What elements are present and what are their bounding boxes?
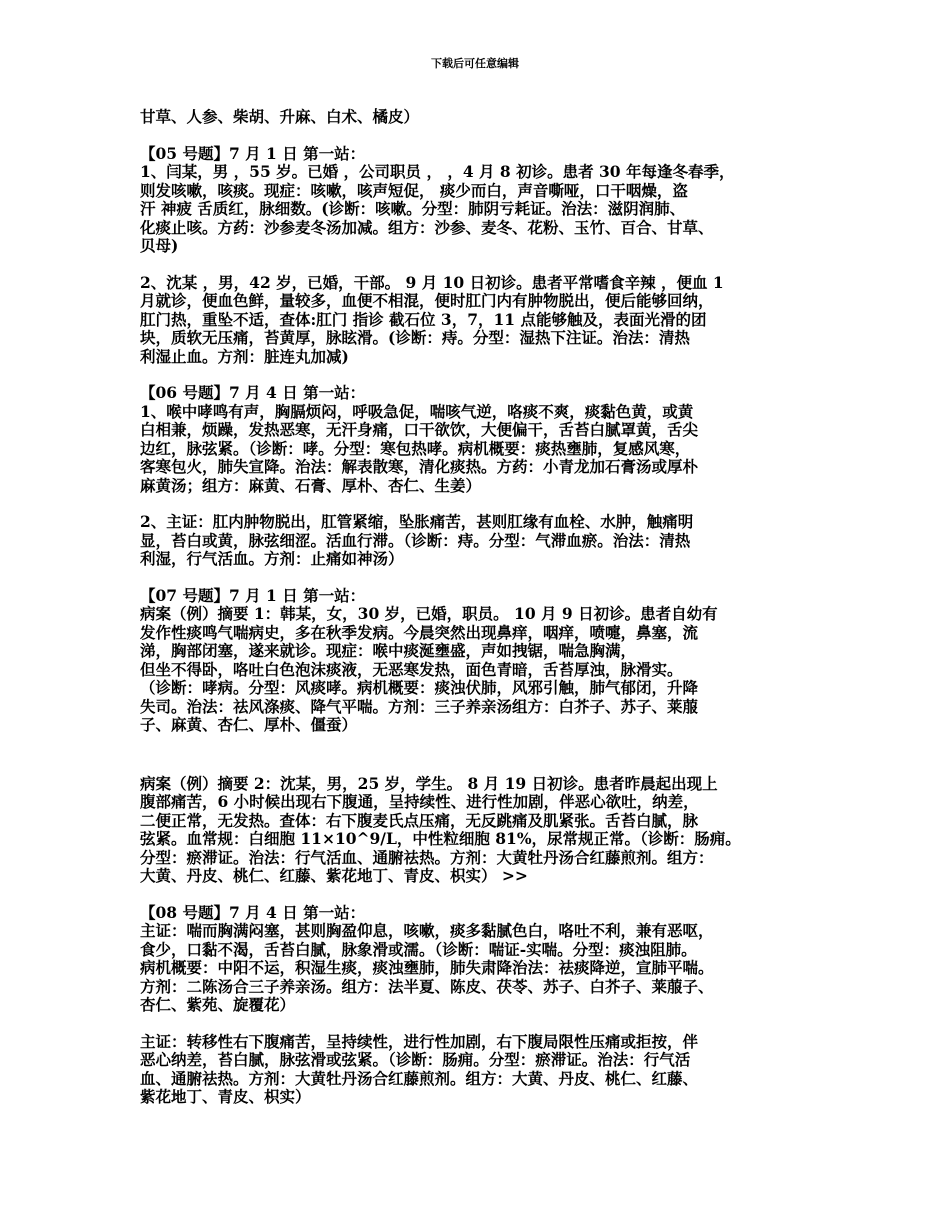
text-line: 客寒包火，肺失宣降。治法：解表散寒，清化痰热。方药：小青龙加石膏汤或厚朴	[140, 457, 699, 476]
text-line: 2、主证：肛内肿物脱出，肛管紧缩，坠胀痛苦，甚则肛缘有血栓、水肿，触痛明	[140, 512, 694, 531]
text-line: 月就诊，便血色鲜，量较多，血便不相混，便时肛门内有肿物脱出，便后能够回纳，	[140, 291, 714, 310]
text-line: 失司。治法：祛风涤痰、降气平喘。方剂：三子养亲汤组方：白芥子、苏子、莱菔	[140, 696, 699, 716]
text-line: 贝母)	[140, 236, 179, 255]
text-line: 病案（例）摘要 2：沈某，男，25 岁，学生。 8 月 19 日初诊。患者昨晨起出现上	[140, 773, 718, 793]
text-line: 1、喉中哮鸣有声，胸膈烦闷，呼吸急促，喘咳气逆，咯痰不爽，痰黏色黄，或黄	[140, 401, 694, 421]
text-line: 二便正常，无发热。查体：右下腹麦氏点压痛，无反跳痛及肌紧张。舌苔白腻，脉	[140, 810, 699, 830]
text-line: 甘草、人参、柴胡、升麻、白术、橘皮）	[140, 107, 420, 126]
text-line: 主证：转移性右下腹痛苦，呈持续性，进行性加剧，右下腹局限性压痛或拒按，伴	[140, 1031, 699, 1051]
document-body	[140, 108, 820, 1125]
paragraph-herbs-continued	[140, 108, 820, 127]
section-heading: 【06 号题】7 月 4 日 第一站：	[140, 383, 366, 402]
text-line: 利湿止血。方剂：脏连丸加减)	[140, 346, 349, 366]
text-line: 麻黄汤；组方：麻黄、石膏、厚朴、杏仁、生姜）	[140, 475, 482, 495]
text-line: 边红，脉弦紧。（诊断：哮。分型：寒包热哮。病机概要：痰热壅肺，复感风寒，	[140, 438, 691, 458]
paragraph-q06-case2	[140, 513, 820, 569]
text-line: 汗 神疲 舌质红，脉细数。(诊断：咳嗽。分型：肺阴亏耗证。治法：滋阴润肺、	[140, 199, 686, 218]
text-line: 杏仁、紫苑、旋覆花）	[140, 995, 296, 1014]
paragraph-q08-case1	[140, 904, 820, 1015]
text-line: 利湿，行气活血。方剂：止痛如神汤）	[140, 549, 404, 568]
text-line: 血、通腑祛热。方剂：大黄牡丹汤合红藤煎剂。组方：大黄、丹皮、桃仁、红藤、	[140, 1068, 699, 1088]
text-line: 显，苔白或黄，脉弦细涩。活血行滞。（诊断：痔。分型：气滞血瘀。治法：清热	[140, 530, 691, 550]
text-line: 1、闫某，男 ，55 岁。已婚 ，公司职员 ， ，4 月 8 初诊。患者 30 年每逢冬春季，	[140, 162, 735, 181]
text-line: 块，质软无压痛，苔黄厚，脉眩滑。(诊断：痔。分型：湿热下注证。治法：清热	[140, 328, 690, 347]
text-line: 子、麻黄、杏仁、厚朴、僵蚕）	[140, 715, 358, 734]
text-line: 主证：喘而胸满闷塞，甚则胸盈仰息，咳嗽，痰多黏腻色白，咯吐不利，兼有恶呕，	[140, 921, 714, 940]
text-line: 大黄、丹皮、桃仁、红藤、紫花地丁、青皮、枳实） >>	[140, 866, 528, 885]
paragraph-q06-case1	[140, 384, 820, 495]
section-heading: 【05 号题】7 月 1 日 第一站：	[140, 143, 366, 163]
paragraph-q05-case1	[140, 145, 820, 256]
page-header-note: 下载后可任意编辑	[431, 57, 519, 70]
section-heading: 【07 号题】7 月 1 日 第一站：	[140, 585, 366, 605]
paragraph-q05-case2	[140, 274, 820, 367]
text-line: 白相兼，烦躁，发热恶寒，无汗身痛，口干欲饮，大便偏干，舌苔白腻罩黄，舌尖	[140, 420, 699, 439]
paragraph-q07-case1	[140, 587, 820, 735]
text-line: 食少，口黏不渴，舌苔白腻，脉象滑或濡。（诊断：喘证-实喘。分型：痰浊阻肺。	[140, 939, 697, 959]
section-heading: 【08 号题】7 月 4 日 第一站：	[140, 902, 366, 922]
text-line: 发作性痰鸣气喘病史，多在秋季发病。今晨突然出现鼻痒，咽痒，喷嚏，鼻塞，流	[140, 622, 699, 642]
text-line: 则发咳嗽，咳痰。现症：咳嗽，咳声短促， 痰少而白，声音嘶哑，口干咽燥，盗	[140, 180, 688, 200]
text-line: 病案（例）摘要 1：韩某，女，30 岁，已婚，职员。 10 月 9 日初诊。患者自幼有	[140, 604, 718, 623]
paragraph-q08-case2	[140, 1033, 820, 1107]
text-line: 化痰止咳。方药：沙参麦冬汤加减。组方：沙参、麦冬、花粉、玉竹、百合、甘草、	[140, 217, 714, 237]
text-line: 紫花地丁、青皮、枳实）	[140, 1087, 311, 1106]
text-line: 弦紧。血常规：白细胞 11×10^9/L，中性粒细胞 81%，尿常规正常。（诊断：肠痈。	[140, 829, 741, 848]
text-line: 方剂：二陈汤合三子养亲汤。组方：法半夏、陈皮、茯苓、苏子、白芥子、莱菔子、	[140, 976, 714, 996]
text-line: 涕，胸部闭塞，遂来就诊。现症：喉中痰涎壅盛，声如拽锯，喘急胸满，	[140, 641, 637, 660]
text-line: 恶心纳差，苔白腻，脉弦滑或弦紧。（诊断：肠痈。分型：瘀滞证。治法：行气活	[140, 1050, 691, 1069]
text-line: 分型：瘀滞证。治法：行气活血、通腑祛热。方剂：大黄牡丹汤合红藤煎剂。组方：	[140, 847, 714, 867]
text-line: 腹部痛苦，6 小时候出现右下腹通，呈持续性、进行性加剧，伴恶心欲吐，纳差，	[140, 792, 699, 811]
text-line: （诊断：哮病。分型：风痰哮。病机概要：痰浊伏肺，风邪引触，肺气郁闭，升降	[140, 678, 699, 697]
text-line: 但坐不得卧，咯吐白色泡沫痰液，无恶寒发热，面色青暗，舌苔厚浊，脉滑实。	[140, 659, 683, 679]
paragraph-q07-case2	[140, 775, 820, 886]
text-line: 2、沈某 ，男，42 岁，已婚，干部。 9 月 10 日初诊。患者平常嗜食辛辣 ，便血 1	[140, 272, 724, 292]
text-line: 病机概要：中阳不运，积湿生痰，痰浊壅肺，肺失肃降治法：祛痰降逆，宣肺平喘。	[140, 958, 714, 977]
text-line: 肛门热，重坠不适，查体:肛门 指诊 截石位 3，7，11 点能够触及，表面光滑的团	[140, 309, 707, 329]
